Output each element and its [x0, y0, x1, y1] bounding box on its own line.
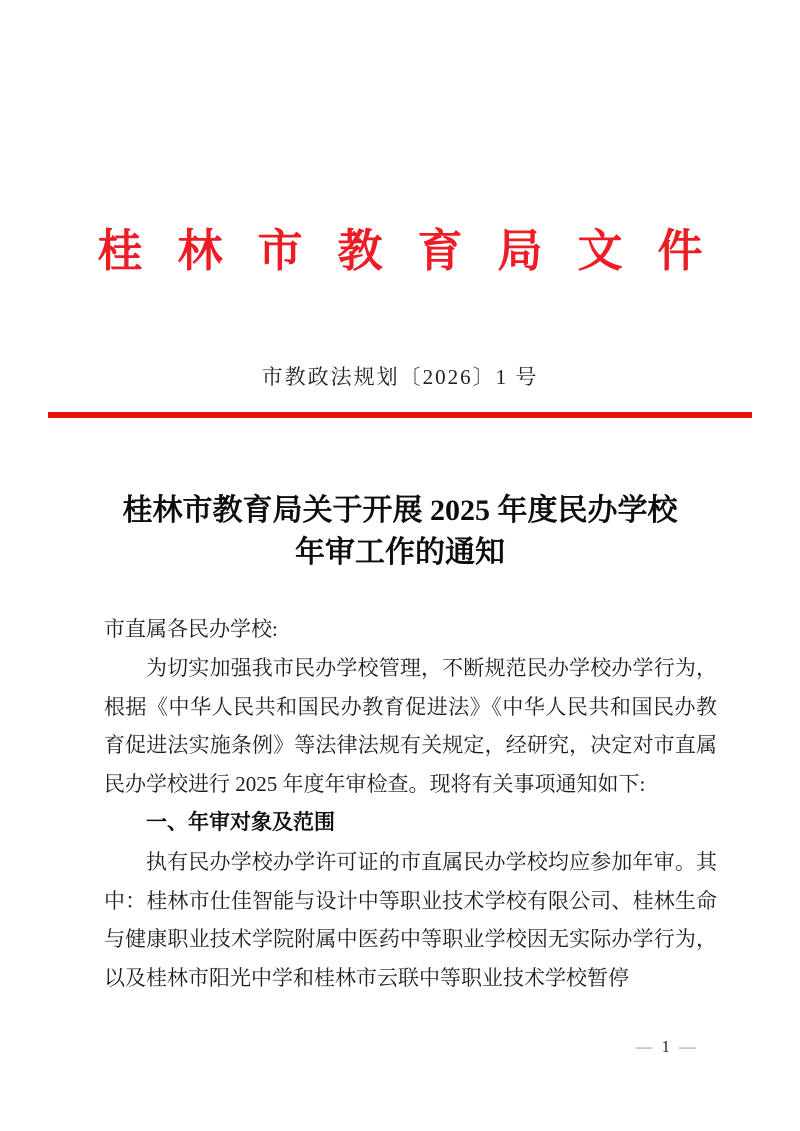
- document-title-line-1: 桂林市教育局关于开展 2025 年度民办学校: [122, 494, 678, 527]
- salutation-line: 市直属各民办学校:: [104, 617, 278, 641]
- footer-dash-right: —: [679, 1037, 696, 1056]
- paragraph-section-1: 执有民办学校办学许可证的市直属民办学校均应参加年审。其中：桂林市仕佳智能与设计中等职业技术学校有限公司、桂林生命与健康职业技术学院附属中医药中等职业学校因无实际办学行为，以及桂林市阳光中学和桂林市云联中等职业技术学校暂停: [104, 849, 717, 991]
- document-reference-number: 市教政法规划〔2026〕1 号: [261, 365, 539, 389]
- paragraph-introduction: 为切实加强我市民办学校管理，不断规范民办学校办学行为，根据《中华人民共和国民办教育促进法》《中华人民共和国民办教育促进法实施条例》等法律法规有关规定，经研究，决定对市直属民办学校进行 2025 年度年审检查。现将有关事项通知如下:: [104, 655, 717, 797]
- footer-dash-left: —: [635, 1037, 653, 1056]
- red-divider-rule: [48, 412, 752, 418]
- document-title: [0, 490, 800, 574]
- section-heading-1: 一、年审对象及范围: [146, 810, 335, 834]
- page-number-footer: [636, 1036, 697, 1058]
- document-body: [104, 610, 717, 998]
- document-title-line-2: 年审工作的通知: [295, 536, 505, 569]
- agency-masthead: 桂林市教育局文件: [97, 226, 738, 276]
- page-number: 1: [661, 1037, 670, 1056]
